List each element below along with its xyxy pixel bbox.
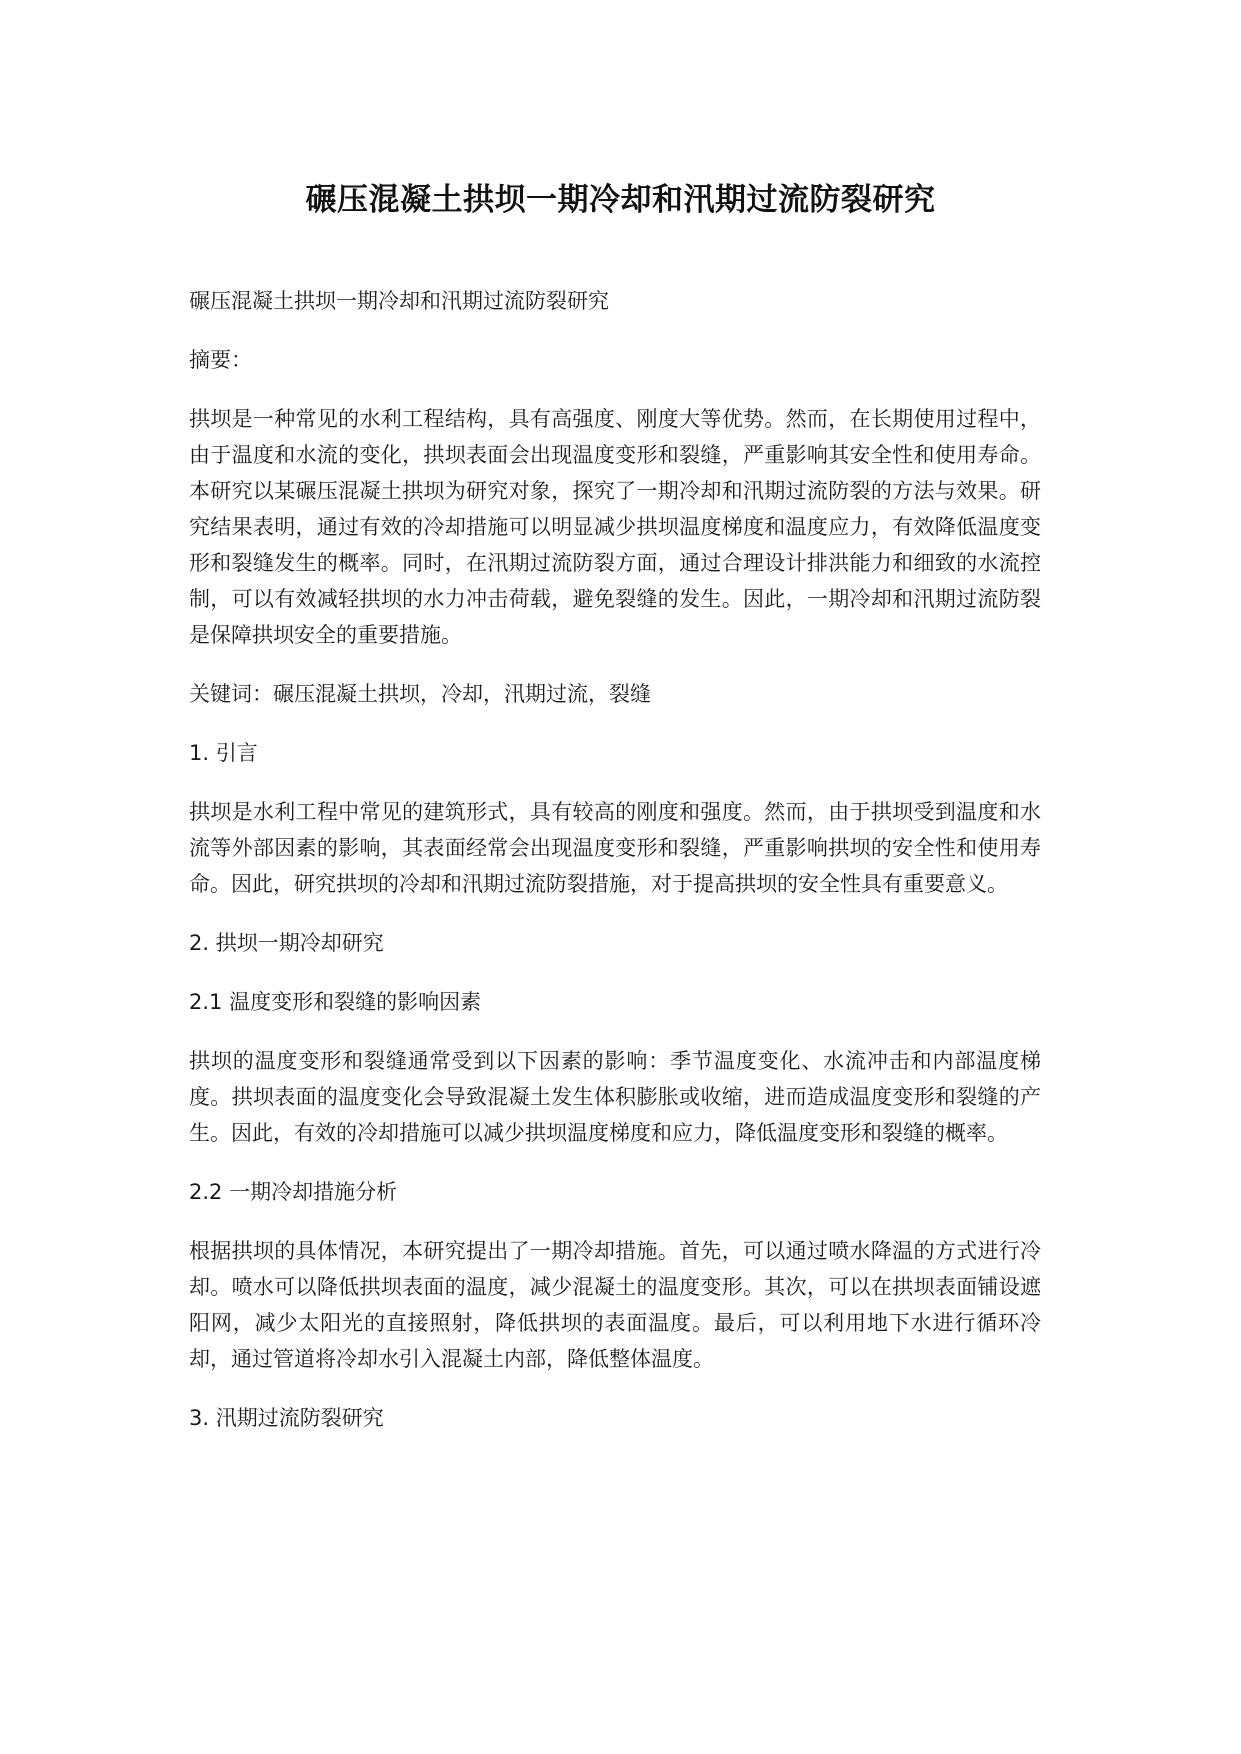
document-body — [189, 283, 1041, 1436]
keywords-line: 关键词：碾压混凝土拱坝，冷却，汛期过流，裂缝 — [189, 682, 651, 706]
abstract-paragraph: 拱坝是一种常见的水利工程结构，具有高强度、刚度大等优势。然而，在长期使用过程中，由于温度和水流的变化，拱坝表面会出现温度变形和裂缝，严重影响其安全性和使用寿命。本研究以某碾压混凝土拱坝为研究对象，探究了一期冷却和汛期过流防裂的方法与效果。研究结果表明，通过有效的冷却措施可以明显减少拱坝温度梯度和温度应力，有效降低温度变形和裂缝发生的概率。同时，在汛期过流防裂方面，通过合理设计排洪能力和细致的水流控制，可以有效减轻拱坝的水力冲击荷载，避免裂缝的发生。因此，一期冷却和汛期过流防裂是保障拱坝安全的重要措施。 — [189, 407, 1041, 647]
section-heading-cooling-measures: 2.2 一期冷却措施分析 — [189, 1180, 398, 1204]
section-heading-cooling-study: 2. 拱坝一期冷却研究 — [189, 931, 384, 955]
section-paragraph-cooling-measures: 根据拱坝的具体情况，本研究提出了一期冷却措施。首先，可以通过喷水降温的方式进行冷却。喷水可以降低拱坝表面的温度，减少混凝土的温度变形。其次，可以在拱坝表面铺设遮阳网，减少太阳光的直接照射，降低拱坝的表面温度。最后，可以利用地下水进行循环冷却，通过管道将冷却水引入混凝土内部，降低整体温度。 — [189, 1239, 1041, 1371]
abstract-label: 摘要： — [189, 348, 252, 372]
section-heading-flood-crack-prevention: 3. 汛期过流防裂研究 — [189, 1406, 384, 1430]
section-paragraph-influence-factors: 拱坝的温度变形和裂缝通常受到以下因素的影响：季节温度变化、水流冲击和内部温度梯度。拱坝表面的温度变化会导致混凝土发生体积膨胀或收缩，进而造成温度变形和裂缝的产生。因此，有效的冷却措施可以减少拱坝温度梯度和应力，降低温度变形和裂缝的概率。 — [189, 1049, 1041, 1145]
section-heading-introduction: 1. 引言 — [189, 741, 258, 765]
document-subtitle: 碾压混凝土拱坝一期冷却和汛期过流防裂研究 — [189, 289, 609, 313]
section-heading-influence-factors: 2.1 温度变形和裂缝的影响因素 — [189, 990, 482, 1014]
section-paragraph-introduction: 拱坝是水利工程中常见的建筑形式，具有较高的刚度和强度。然而，由于拱坝受到温度和水流等外部因素的影响，其表面经常会出现温度变形和裂缝，严重影响拱坝的安全性和使用寿命。因此，研究拱坝的冷却和汛期过流防裂措施，对于提高拱坝的安全性具有重要意义。 — [189, 800, 1041, 896]
document-title: 碾压混凝土拱坝一期冷却和汛期过流防裂研究 — [305, 182, 936, 218]
